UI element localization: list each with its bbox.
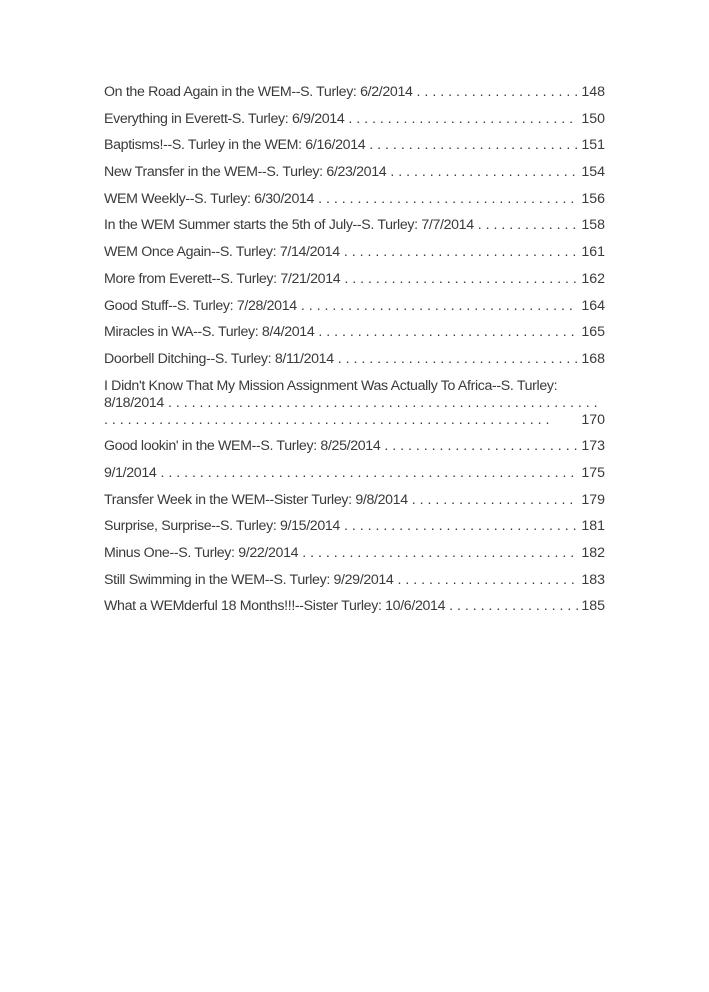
toc-entry-title: More from Everett--S. Turley: 7/21/2014 [104, 270, 341, 287]
toc-entry-title: WEM Weekly--S. Turley: 6/30/2014 [104, 190, 315, 207]
toc-entry-page: 161 [578, 244, 605, 261]
toc-entry-title: Everything in Everett-S. Turley: 6/9/2014 [104, 110, 345, 127]
toc-entry-title: In the WEM Summer starts the 5th of July--S. Turley: 7/7/2014 [104, 217, 474, 234]
toc-entry-title: WEM Once Again--S. Turley: 7/14/2014 [104, 244, 340, 261]
toc-leader-dots [334, 351, 605, 367]
toc-entry[interactable] [104, 111, 605, 128]
toc-entry[interactable] [104, 572, 605, 589]
toc-leader-dots [104, 395, 598, 428]
toc-entry-title: Minus One--S. Turley: 9/22/2014 [104, 545, 299, 561]
toc-entry-title: Good lookin' in the WEM--S. Turley: 8/25/2014 [104, 438, 381, 455]
toc-entry[interactable] [104, 244, 605, 261]
toc-entry[interactable] [104, 351, 605, 368]
toc-entry-page: 165 [578, 324, 605, 341]
toc-leader-dots [156, 465, 605, 481]
toc-leader-dots [340, 244, 605, 260]
toc-leader-dots [340, 518, 605, 534]
toc-leader-dots [297, 298, 605, 314]
toc-entry-title: Transfer Week in the WEM--Sister Turley: 9/8/2014 [104, 491, 408, 508]
toc-entry-title: Still Swimming in the WEM--S. Turley: 9/29/2014 [104, 571, 394, 588]
toc-leader-dots [365, 137, 605, 153]
toc-entry-title: I Didn't Know That My Mission Assignment Was Actually To Africa--S. Turley: 8/18/2014 [104, 377, 558, 411]
toc-entry[interactable] [104, 137, 605, 154]
toc-entry-page: 170 [578, 412, 605, 429]
toc-entry-page: 179 [578, 492, 605, 509]
toc-entry-page: 151 [578, 137, 605, 154]
toc-entry[interactable] [104, 298, 605, 315]
toc-entry-page: 168 [578, 351, 605, 368]
toc-leader-dots [408, 492, 605, 508]
toc-entry[interactable] [104, 598, 605, 615]
toc-leader-dots [344, 111, 605, 127]
toc-entry[interactable] [104, 438, 605, 455]
toc-entry[interactable] [104, 465, 605, 482]
toc-leader-dots [380, 438, 605, 454]
toc-leader-dots [314, 324, 605, 340]
toc-entry-page: 183 [578, 572, 605, 589]
toc-entry-page: 150 [578, 111, 605, 128]
toc-entry-title: Baptisms!--S. Turley in the WEM: 6/16/2014 [104, 137, 366, 154]
toc-entry-page: 182 [578, 545, 605, 562]
toc-entry-title: Good Stuff--S. Turley: 7/28/2014 [104, 297, 297, 314]
toc-entry-page: 175 [578, 465, 605, 482]
toc-entry-title: Surprise, Surprise--S. Turley: 9/15/2014 [104, 518, 340, 535]
toc-entry-page: 162 [578, 271, 605, 288]
toc-entry[interactable] [104, 518, 605, 535]
toc-entry-page: 173 [578, 438, 605, 455]
toc-entry[interactable] [104, 164, 605, 181]
toc-entry-page: 164 [578, 298, 605, 315]
toc-entry[interactable] [104, 191, 605, 208]
toc-entry[interactable] [104, 378, 605, 429]
toc-entry[interactable] [104, 84, 605, 101]
toc-entry-title: What a WEMderful 18 Months!!!--Sister Turley: 10/6/2014 [104, 598, 446, 615]
toc-leader-dots [314, 191, 605, 207]
toc-leader-dots [413, 84, 605, 100]
toc-entry[interactable] [104, 492, 605, 509]
toc-leader-dots [340, 271, 605, 287]
toc-leader-dots [386, 164, 605, 180]
toc-entry-page: 156 [578, 191, 605, 208]
toc-entry-page: 154 [578, 164, 605, 181]
toc-entry[interactable] [104, 324, 605, 341]
toc-leader-dots [298, 545, 605, 561]
toc-entry[interactable] [104, 545, 605, 562]
toc-entry-page: 148 [578, 84, 605, 101]
toc-entry-page: 181 [578, 518, 605, 535]
toc-entry-title: New Transfer in the WEM--S. Turley: 6/23/2014 [104, 164, 387, 181]
toc-leader-dots [393, 572, 605, 588]
toc-entry-title: Miracles in WA--S. Turley: 8/4/2014 [104, 324, 315, 341]
toc-entry-page: 185 [578, 598, 605, 615]
toc-entry-title: 9/1/2014 [104, 464, 157, 481]
toc-entry-page: 158 [578, 217, 605, 234]
toc-entry[interactable] [104, 217, 605, 234]
toc-entry[interactable] [104, 271, 605, 288]
toc-entry-title: Doorbell Ditching--S. Turley: 8/11/2014 [104, 350, 334, 367]
table-of-contents [104, 84, 605, 625]
toc-entry-title: On the Road Again in the WEM--S. Turley: 6/2/2014 [104, 84, 413, 100]
